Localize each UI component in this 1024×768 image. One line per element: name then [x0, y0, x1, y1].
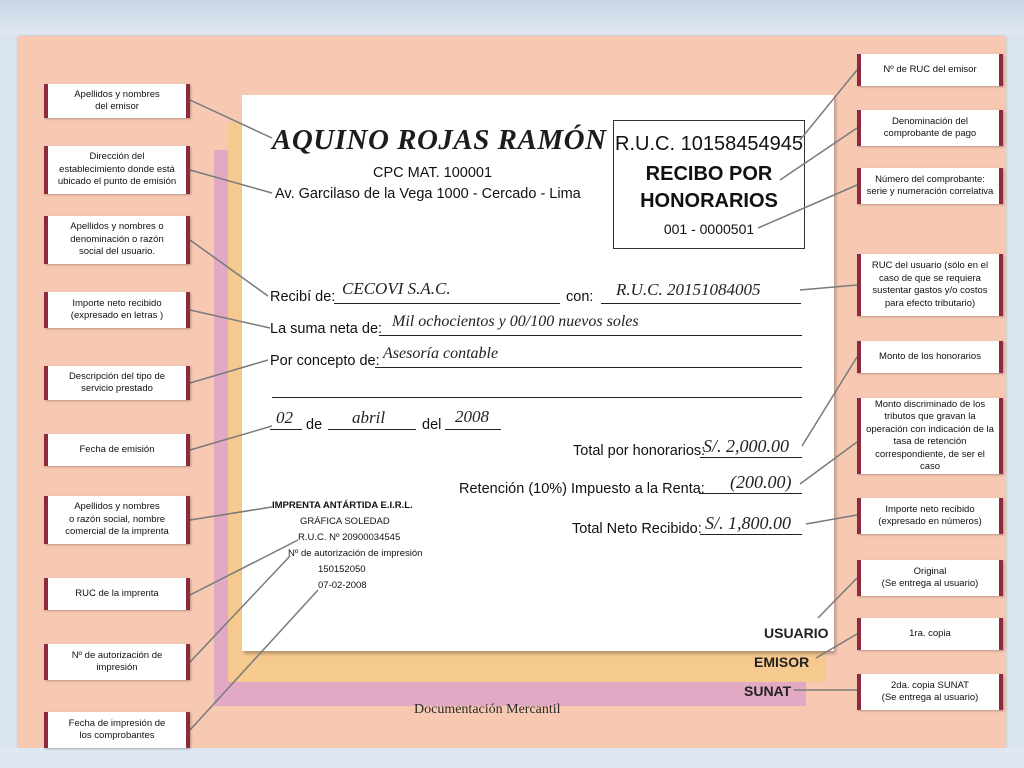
connector-right-8 [818, 578, 857, 618]
serial-number: 001 - 0000501 [663, 221, 755, 237]
del-label: del [422, 417, 442, 433]
connector-left-10 [190, 590, 318, 730]
connector-right-3 [758, 185, 857, 228]
neto-label: Total Neto Recibido: [572, 521, 702, 537]
copy-label-usuario: USUARIO [764, 625, 829, 641]
recibi-label: Recibí de: [270, 289, 336, 305]
printer-ruc: R.U.C. Nº 20900034545 [298, 532, 401, 543]
ruc-number: R.U.C. 10158454945 [615, 133, 803, 155]
connector-left-2 [190, 170, 272, 193]
annotation-print-date: Fecha de impresión de los comprobantes [44, 712, 190, 748]
annotation-service-description: Descripción del tipo de servicio prestado [44, 366, 190, 400]
date-month: abril [352, 408, 386, 427]
connector-left-5 [190, 360, 268, 383]
annotation-issue-date: Fecha de emisión [44, 434, 190, 466]
emisor-address: Av. Garcilaso de la Vega 1000 - Cercado - Lima [275, 186, 581, 202]
connector-right-1 [800, 70, 857, 140]
printer-auth-label: Nº de autorización de impresión [288, 548, 423, 559]
date-day: 02 [276, 408, 293, 427]
connector-left-4 [190, 310, 270, 328]
connector-left-1 [190, 100, 272, 138]
emisor-cpc: CPC MAT. 100001 [373, 165, 493, 181]
connector-right-2 [780, 128, 857, 180]
annotation-emisor-address: Dirección del establecimiento donde está ubicado el punto de emisión [44, 146, 190, 194]
date-year: 2008 [455, 407, 489, 426]
suma-value: Mil ochocientos y 00/100 nuevos soles [392, 313, 639, 330]
doc-type-line-2: HONORARIOS [640, 190, 778, 212]
connector-right-9 [816, 634, 857, 658]
annotation-original-copy: Original (Se entrega al usuario) [857, 560, 1003, 596]
annotation-amount-letters: Importe neto recibido (expresado en letras ) [44, 292, 190, 328]
recibi-value: CECOVI S.A.C. [342, 279, 451, 298]
con-value: R.U.C. 20151084005 [616, 280, 761, 299]
connector-left-9 [190, 556, 290, 662]
annotation-first-copy: 1ra. copia [857, 618, 1003, 650]
annotation-document-number: Número del comprobante: serie y numeración correlativa [857, 168, 1003, 204]
annotation-printer-name: Apellidos y nombres o razón social, nombre comercial de la imprenta [44, 496, 190, 544]
copy-label-emisor: EMISOR [754, 654, 810, 670]
annotation-emisor-name: Apellidos y nombres del emisor [44, 84, 190, 118]
connector-right-5 [802, 357, 857, 446]
printer-auth-number: 150152050 [318, 564, 366, 575]
copy-label-sunat: SUNAT [744, 683, 792, 699]
printer-date: 07-02-2008 [318, 580, 367, 591]
annotation-usuario-ruc: RUC del usuario (sólo en el caso de que se requiera sustentar gastos y/o costos para efecto tributario) [857, 254, 1003, 316]
connector-left-7 [190, 507, 272, 520]
annotation-usuario-name: Apellidos y nombres o denominación o razón social del usuario. [44, 216, 190, 264]
de-label: de [306, 417, 323, 433]
con-label: con: [566, 289, 594, 305]
suma-label: La suma neta de: [270, 321, 383, 337]
connector-left-6 [190, 426, 272, 450]
retencion-label: Retención (10%) Impuesto a la Renta: [459, 481, 705, 497]
annotation-auth-number: Nº de autorización de impresión [44, 644, 190, 680]
connector-right-7 [806, 515, 857, 524]
connector-left-3 [190, 240, 268, 296]
annotation-emisor-ruc: Nº de RUC del emisor [857, 54, 1003, 86]
connector-left-8 [190, 540, 298, 595]
annotation-second-copy: 2da. copia SUNAT (Se entrega al usuario) [857, 674, 1003, 710]
annotation-fee-amount: Monto de los honorarios [857, 341, 1003, 373]
honorarios-value: S/. 2,000.00 [703, 436, 790, 456]
printer-commercial: GRÁFICA SOLEDAD [300, 516, 390, 527]
annotation-tax-detail: Monto discriminado de los tributos que gravan la operación con indicación de la tasa de retención correspondiente, de ser el caso [857, 398, 1003, 474]
annotation-net-amount-numbers: Importe neto recibido (expresado en números) [857, 498, 1003, 534]
connector-right-4 [800, 285, 857, 290]
printer-name: IMPRENTA ANTÁRTIDA E.I.R.L. [272, 500, 413, 511]
honorarios-label: Total por honorarios: [573, 443, 706, 459]
annotation-printer-ruc: RUC de la imprenta [44, 578, 190, 610]
concepto-value: Asesoría contable [383, 345, 499, 362]
emisor-name: AQUINO ROJAS RAMÓN [272, 124, 607, 156]
connector-right-6 [800, 442, 857, 484]
concepto-label: Por concepto de: [270, 353, 380, 369]
neto-value: S/. 1,800.00 [705, 513, 792, 533]
retencion-value: (200.00) [730, 472, 792, 492]
annotation-document-type: Denominación del comprobante de pago [857, 110, 1003, 146]
footer-title: Documentación Mercantil [414, 702, 561, 717]
doc-type-line-1: RECIBO POR [645, 163, 773, 185]
